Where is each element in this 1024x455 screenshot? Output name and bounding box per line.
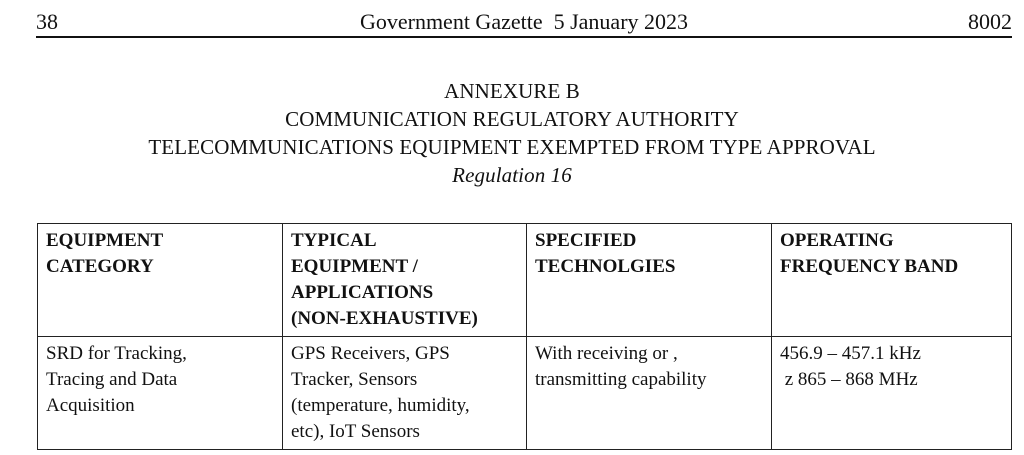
annexure-title: ANNEXURE B — [444, 79, 580, 103]
cell-typical-equipment: GPS Receivers, GPS Tracker, Sensors (temperature, humidity, etc), IoT Sensors — [283, 337, 527, 450]
table-header-row — [38, 224, 1012, 337]
cell-specified-technologies: With receiving or , transmitting capability — [527, 337, 772, 450]
column-header-specified-technologies: SPECIFIED TECHNOLGIES — [527, 224, 772, 337]
subject-title: TELECOMMUNICATIONS EQUIPMENT EXEMPTED FROM TYPE APPROVAL — [148, 135, 876, 159]
column-header-equipment-category: EQUIPMENT CATEGORY — [38, 224, 283, 337]
authority-title: COMMUNICATION REGULATORY AUTHORITY — [285, 107, 739, 131]
exemptions-table — [37, 223, 1012, 450]
gazette-title-date: Government Gazette 5 January 2023 — [359, 9, 689, 34]
document-titles — [0, 77, 1024, 189]
issue-number: 8002 — [968, 9, 1012, 34]
cell-equipment-category: SRD for Tracking, Tracing and Data Acquisition — [38, 337, 283, 450]
column-header-operating-frequency: OPERATING FREQUENCY BAND — [772, 224, 1012, 337]
cell-operating-frequency: 456.9 – 457.1 kHz z 865 – 868 MHz — [772, 337, 1012, 450]
table-row — [38, 337, 1012, 450]
gazette-header — [36, 6, 1012, 38]
page-number: 38 — [36, 9, 58, 34]
column-header-typical-equipment: TYPICAL EQUIPMENT / APPLICATIONS (NON-EXHAUSTIVE) — [283, 224, 527, 337]
regulation-reference: Regulation 16 — [452, 163, 572, 187]
